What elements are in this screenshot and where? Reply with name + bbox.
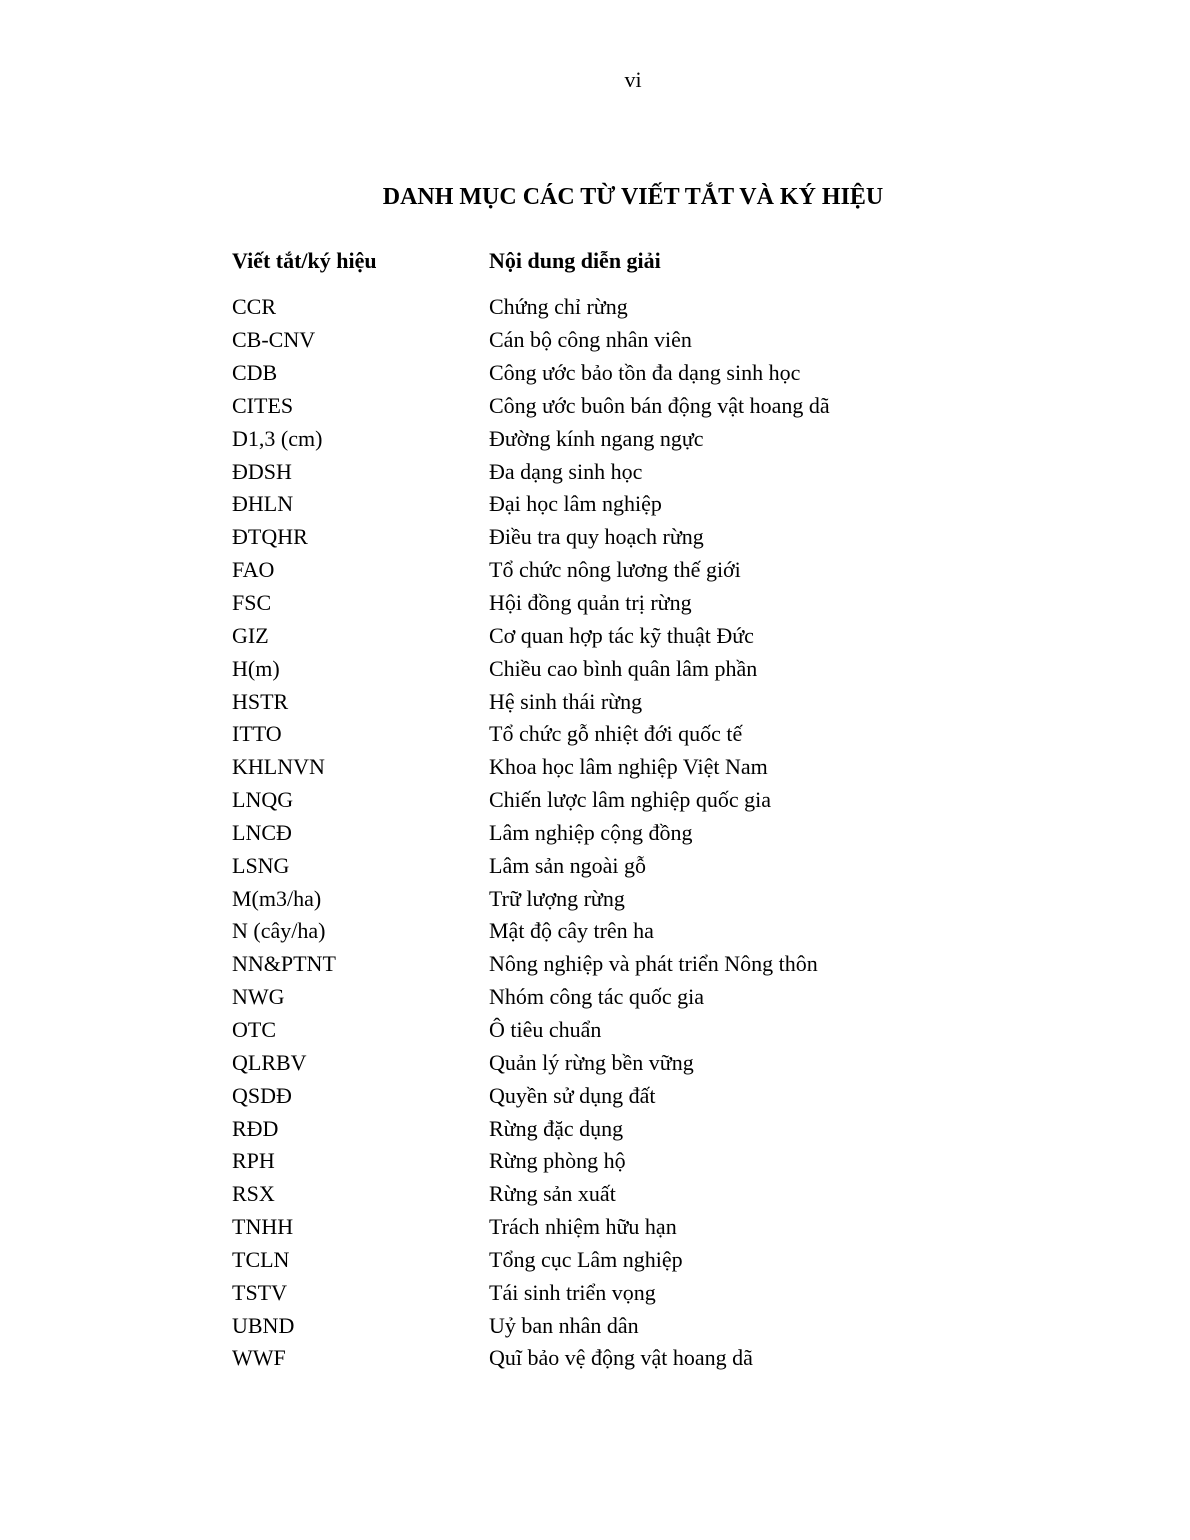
description-cell: Công ước buôn bán động vật hoang dã: [489, 392, 830, 418]
abbreviation-cell: M(m3/ha): [232, 885, 322, 911]
table-row: [232, 1046, 992, 1079]
table-row: [232, 784, 992, 817]
description-cell: Hệ sinh thái rừng: [489, 688, 643, 714]
table-row: [232, 1178, 992, 1211]
abbreviation-cell: QLRBV: [232, 1049, 307, 1075]
description-cell: Rừng sản xuất: [489, 1181, 616, 1207]
description-cell: Điều tra quy hoạch rừng: [489, 524, 704, 550]
description-cell: Rừng phòng hộ: [489, 1148, 626, 1174]
table-row: [232, 1014, 992, 1047]
abbreviation-cell: ĐHLN: [232, 491, 294, 517]
table-row: [232, 882, 992, 915]
description-cell: Nông nghiệp và phát triển Nông thôn: [489, 951, 818, 977]
abbreviation-cell: NWG: [232, 984, 285, 1010]
abbreviation-cell: UBND: [232, 1312, 295, 1338]
abbreviation-cell: N (cây/ha): [232, 918, 326, 944]
table-row: [232, 1079, 992, 1112]
abbreviation-cell: CCR: [232, 294, 277, 320]
table-row: [232, 619, 992, 652]
table-row: [232, 521, 992, 554]
abbreviation-cell: WWF: [232, 1345, 286, 1371]
page-number: vi: [624, 67, 642, 92]
description-cell: Chứng chỉ rừng: [489, 294, 628, 320]
abbreviation-cell: OTC: [232, 1016, 276, 1042]
table-row: [232, 751, 992, 784]
description-cell: Chiến lược lâm nghiệp quốc gia: [489, 787, 771, 813]
abbreviation-cell: ĐDSH: [232, 458, 292, 484]
table-row: [232, 1243, 992, 1276]
abbreviation-cell: ĐTQHR: [232, 524, 308, 550]
abbreviation-cell: HSTR: [232, 688, 289, 714]
description-cell: Rừng đặc dụng: [489, 1115, 624, 1141]
abbreviation-cell: ITTO: [232, 721, 282, 747]
table-row: [232, 291, 992, 324]
abbreviation-cell: CITES: [232, 392, 294, 418]
table-body: [232, 291, 992, 1375]
description-cell: Đại học lâm nghiệp: [489, 491, 662, 517]
abbreviation-cell: TNHH: [232, 1214, 294, 1240]
table-row: [232, 948, 992, 981]
description-cell: Quyền sử dụng đất: [489, 1082, 656, 1108]
description-cell: Uỷ ban nhân dân: [489, 1312, 639, 1338]
abbreviation-cell: CB-CNV: [232, 327, 316, 353]
description-cell: Chiều cao bình quân lâm phần: [489, 655, 758, 681]
abbreviation-cell: FSC: [232, 590, 272, 616]
table-row: [232, 685, 992, 718]
header-description: Nội dung diễn giải: [489, 248, 661, 273]
description-cell: Trữ lượng rừng: [489, 885, 625, 911]
table-row: [232, 554, 992, 587]
table-row: [232, 390, 992, 423]
table-row: [232, 488, 992, 521]
abbreviation-cell: TCLN: [232, 1246, 290, 1272]
abbreviation-cell: GIZ: [232, 622, 269, 648]
abbreviation-cell: RĐD: [232, 1115, 279, 1141]
table-row: [232, 849, 992, 882]
description-cell: Khoa học lâm nghiệp Việt Nam: [489, 754, 768, 780]
abbreviation-cell: LNQG: [232, 787, 294, 813]
table-row: [232, 1211, 992, 1244]
description-cell: Nhóm công tác quốc gia: [489, 984, 705, 1010]
description-cell: Mật độ cây trên ha: [489, 918, 654, 944]
table-row: [232, 587, 992, 620]
description-cell: Lâm sản ngoài gỗ: [489, 852, 647, 878]
description-cell: Quĩ bảo vệ động vật hoang dã: [489, 1345, 753, 1371]
abbreviation-cell: QSDĐ: [232, 1082, 292, 1108]
abbreviation-cell: TSTV: [232, 1279, 287, 1305]
description-cell: Lâm nghiệp cộng đồng: [489, 819, 693, 845]
abbreviation-cell: FAO: [232, 557, 275, 583]
description-cell: Tổ chức gỗ nhiệt đới quốc tế: [489, 721, 743, 747]
abbreviation-cell: RSX: [232, 1181, 275, 1207]
description-cell: Hội đồng quản trị rừng: [489, 590, 692, 616]
description-cell: Tổng cục Lâm nghiệp: [489, 1246, 683, 1272]
abbreviation-cell: KHLNVN: [232, 754, 325, 780]
table-row: [232, 357, 992, 390]
abbreviation-cell: LSNG: [232, 852, 290, 878]
table-row: [232, 981, 992, 1014]
table-row: [232, 817, 992, 850]
table-row: [232, 1112, 992, 1145]
table-row: [232, 718, 992, 751]
description-cell: Cơ quan hợp tác kỹ thuật Đức: [489, 622, 754, 648]
table-header-row: [232, 243, 992, 279]
description-cell: Tổ chức nông lương thế giới: [489, 557, 741, 583]
description-cell: Công ước bảo tồn đa dạng sinh học: [489, 360, 801, 386]
table-row: [232, 324, 992, 357]
abbreviation-cell: CDB: [232, 360, 278, 386]
header-abbreviation: Viết tắt/ký hiệu: [232, 248, 377, 273]
page-title: DANH MỤC CÁC TỪ VIẾT TẮT VÀ KÝ HIỆU: [382, 184, 884, 210]
abbreviation-cell: RPH: [232, 1148, 275, 1174]
abbreviation-cell: H(m): [232, 655, 280, 681]
table-row: [232, 1276, 992, 1309]
table-row: [232, 1342, 992, 1375]
table-row: [232, 1309, 992, 1342]
description-cell: Cán bộ công nhân viên: [489, 327, 692, 353]
abbreviation-cell: D1,3 (cm): [232, 425, 323, 451]
table-row: [232, 422, 992, 455]
description-cell: Đường kính ngang ngực: [489, 425, 704, 451]
description-cell: Quản lý rừng bền vững: [489, 1049, 694, 1075]
table-row: [232, 652, 992, 685]
table-row: [232, 915, 992, 948]
abbreviation-cell: LNCĐ: [232, 819, 292, 845]
abbreviation-table: [232, 243, 992, 1375]
description-cell: Đa dạng sinh học: [489, 458, 643, 484]
abbreviation-cell: NN&PTNT: [232, 951, 336, 977]
description-cell: Tái sinh triển vọng: [489, 1279, 656, 1305]
table-row: [232, 455, 992, 488]
description-cell: Trách nhiệm hữu hạn: [489, 1214, 677, 1240]
table-row: [232, 1145, 992, 1178]
description-cell: Ô tiêu chuẩn: [489, 1016, 602, 1042]
